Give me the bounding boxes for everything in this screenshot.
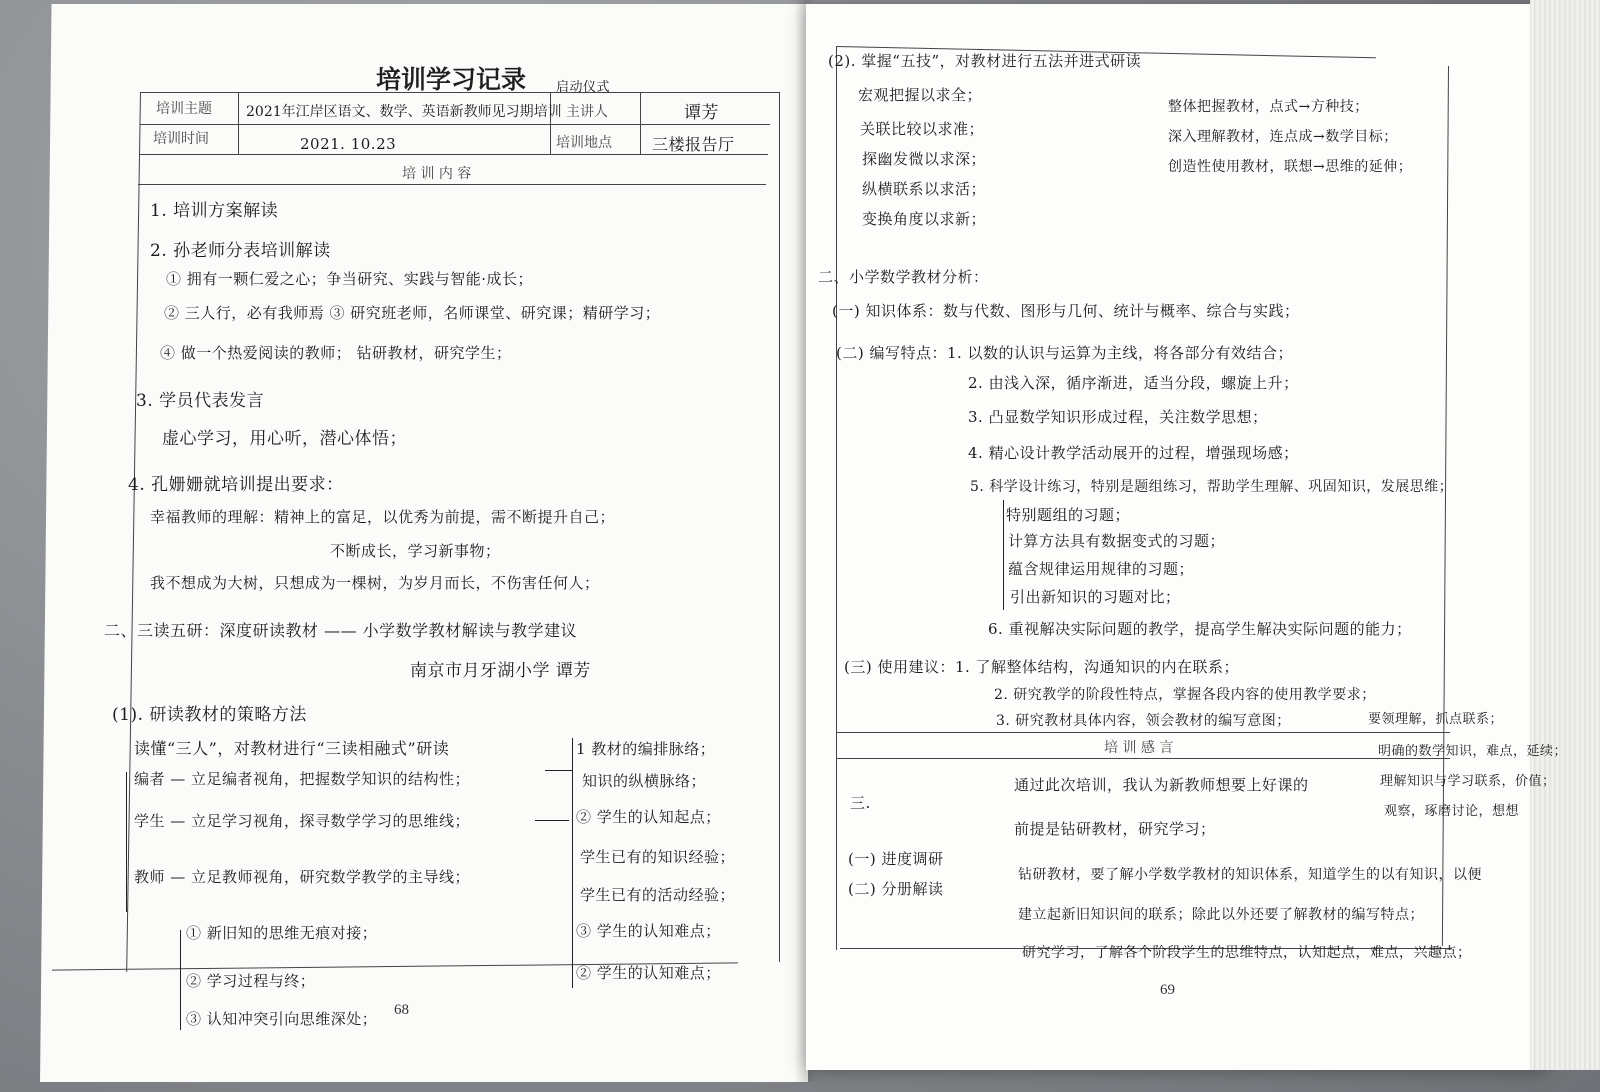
- feedback-header: 培 训 感 言: [1104, 740, 1174, 756]
- note-line: ③ 认知冲突引向思维深处；: [186, 1010, 378, 1028]
- table-line: [640, 92, 641, 154]
- side-note: 要领理解，抓点联系；: [1368, 712, 1504, 727]
- note-line: 变换角度以求新；: [862, 210, 987, 228]
- note-line: ① 新旧知的思维无痕对接；: [186, 924, 378, 942]
- place-value: 三楼报告厅: [652, 135, 735, 154]
- brace-line: [572, 738, 573, 988]
- note-line: 教师 — 立足教师视角，研究数学教学的主导线；: [134, 868, 471, 886]
- speaker-value: 谭芳: [684, 103, 719, 123]
- note-line: 1. 培训方案解读: [150, 201, 279, 221]
- note-line: 3. 研究教材具体内容，领会教材的编写意图；: [996, 713, 1291, 729]
- record-title: 培训学习记录: [376, 65, 527, 94]
- note-line: 探幽发微以求深；: [862, 150, 987, 168]
- side-note: ② 学生的认知起点；: [576, 808, 721, 826]
- table-line: [836, 758, 1450, 759]
- side-note: 理解知识与学习联系，价值；: [1380, 774, 1556, 789]
- feedback-line: 研究学习，了解各个阶段学生的思维特点，认知起点，难点，兴趣点；: [1022, 945, 1472, 961]
- note-line: ② 三人行，必有我师焉 ③ 研究班老师，名师课堂、研究课；精研学习；: [164, 304, 661, 322]
- note-line: 引出新知识的习题对比；: [1010, 588, 1181, 606]
- table-border-left: [836, 46, 837, 950]
- note-line: ① 拥有一颗仁爱之心；争当研究、实践与智能·成长；: [166, 270, 534, 288]
- note-line: 读懂“三人”，对教材进行“三读相融式”研读: [134, 739, 450, 758]
- note-line: 特别题组的习题；: [1006, 506, 1131, 524]
- brace-line: [1003, 500, 1004, 610]
- note-line: 计算方法具有数据变式的习题；: [1008, 532, 1226, 550]
- note-line: 二、三读五研：深度研读教材 —— 小学数学教材解读与教学建议: [104, 621, 578, 640]
- place-label: 培训地点: [556, 135, 612, 151]
- feedback-line: 钻研教材，要了解小学数学教材的知识体系，知道学生的以有知识，以便: [1018, 867, 1482, 883]
- note-line: 二、小学数学教材分析：: [818, 268, 989, 286]
- content-header: 培 训 内 容: [402, 166, 472, 182]
- table-line: [140, 124, 770, 125]
- side-note: 明确的数学知识，难点，延续；: [1378, 744, 1568, 759]
- time-value: 2021. 10.23: [300, 135, 397, 153]
- note-line: 蕴含规律运用规律的习题；: [1008, 560, 1195, 578]
- note-line: 4. 精心设计教学活动展开的过程，增强现场感；: [968, 444, 1299, 462]
- note-line: 6. 重视解决实际问题的教学，提高学生解决实际问题的能力；: [988, 620, 1412, 638]
- note-line: (三) 使用建议：1. 了解整体结构，沟通知识的内在联系；: [844, 658, 1240, 676]
- feedback-label: (一) 进度调研: [848, 850, 944, 868]
- page-number-right: 69: [1160, 982, 1175, 998]
- page-number-left: 68: [394, 1002, 409, 1018]
- feedback-line: 建立起新旧知识间的联系；除此以外还要了解教材的编写特点；: [1018, 907, 1424, 923]
- brace-line: [126, 772, 127, 912]
- table-border-right: [779, 92, 780, 962]
- side-note: 观察，琢磨讨论，想想: [1384, 804, 1520, 819]
- feedback-label: (二) 分册解读: [848, 880, 944, 898]
- note-line: 3. 学员代表发言: [136, 391, 265, 411]
- table-line: [138, 184, 766, 185]
- note-line: 宏观把握以求全；: [858, 86, 983, 104]
- side-note: 1 教材的编排脉络；: [576, 740, 716, 758]
- side-note: ② 学生的认知难点；: [576, 964, 721, 982]
- note-line: ④ 做一个热爱阅读的教师； 钻研教材，研究学生；: [160, 344, 512, 362]
- note-line: 不断成长，学习新事物；: [330, 542, 501, 560]
- note-line: (二) 编写特点：1. 以数的认识与运算为主线，将各部分有效结合；: [836, 344, 1294, 362]
- note-line: (一) 知识体系：数与代数、图形与几何、统计与概率、综合与实践；: [832, 302, 1300, 320]
- table-line: [140, 92, 780, 93]
- note-line: 虚心学习，用心听，潜心体悟；: [162, 429, 407, 449]
- record-title-note: 启动仪式: [556, 80, 611, 95]
- note-line: 幸福教师的理解：精神上的富足，以优秀为前提，需不断提升自己；: [150, 508, 616, 526]
- topic-value: 2021年江岸区语文、数学、英语新教师见习期培训: [246, 104, 562, 120]
- side-note: 学生已有的活动经验；: [580, 886, 736, 904]
- note-line: 关联比较以求准；: [860, 120, 985, 138]
- note-line: 4. 孔姗姗就培训提出要求：: [128, 475, 344, 495]
- note-line: ② 学习过程与终；: [186, 972, 316, 990]
- note-line: 2. 研究教学的阶段性特点，掌握各段内容的使用教学要求；: [994, 687, 1376, 703]
- note-line: 创造性使用教材，联想→思维的延伸；: [1168, 159, 1413, 175]
- topic-label: 培训主题: [156, 101, 212, 117]
- note-line: 3. 凸显数学知识形成过程，关注数学思想；: [968, 408, 1268, 426]
- note-line: (2). 掌握“五技”，对教材进行五法并进式研读: [828, 52, 1142, 70]
- note-line: 整体把握教材，点式→方种技；: [1168, 99, 1369, 115]
- table-line: [238, 92, 239, 154]
- page-stack-edge: [1530, 0, 1600, 1070]
- feedback-label: 三.: [850, 794, 871, 812]
- feedback-line: 前提是钻研教材，研究学习；: [1014, 820, 1216, 838]
- note-line: 5. 科学设计练习，特别是题组练习，帮助学生理解、巩固知识，发展思维；: [970, 479, 1454, 495]
- brace-line: [535, 820, 569, 821]
- side-note: 学生已有的知识经验；: [580, 848, 736, 866]
- brace-line: [545, 770, 573, 771]
- table-line: [836, 732, 1450, 733]
- note-line: 2. 孙老师分表培训解读: [150, 241, 331, 261]
- brace-line: [180, 930, 181, 1030]
- time-label: 培训时间: [153, 131, 209, 147]
- note-line: (1). 研读教材的策略方法: [112, 705, 307, 725]
- note-line: 2. 由浅入深，循序渐进，适当分段，螺旋上升；: [968, 374, 1299, 392]
- side-note: ③ 学生的认知难点；: [576, 922, 721, 940]
- note-line: 学生 — 立足学习视角，探寻数学学习的思维线；: [134, 812, 471, 830]
- side-note: 知识的纵横脉络；: [582, 772, 707, 790]
- note-line: 纵横联系以求活；: [862, 180, 987, 198]
- note-line: 南京市月牙湖小学 谭芳: [410, 661, 591, 681]
- note-line: 编者 — 立足编者视角，把握数学知识的结构性；: [134, 770, 471, 788]
- feedback-line: 通过此次培训，我认为新教师想要上好课的: [1014, 776, 1309, 794]
- speaker-label: 主讲人: [566, 104, 608, 120]
- note-line: 我不想成为大树，只想成为一棵树，为岁月而长，不伤害任何人；: [150, 574, 600, 592]
- note-line: 深入理解教材，连点成→数学目标；: [1168, 129, 1398, 145]
